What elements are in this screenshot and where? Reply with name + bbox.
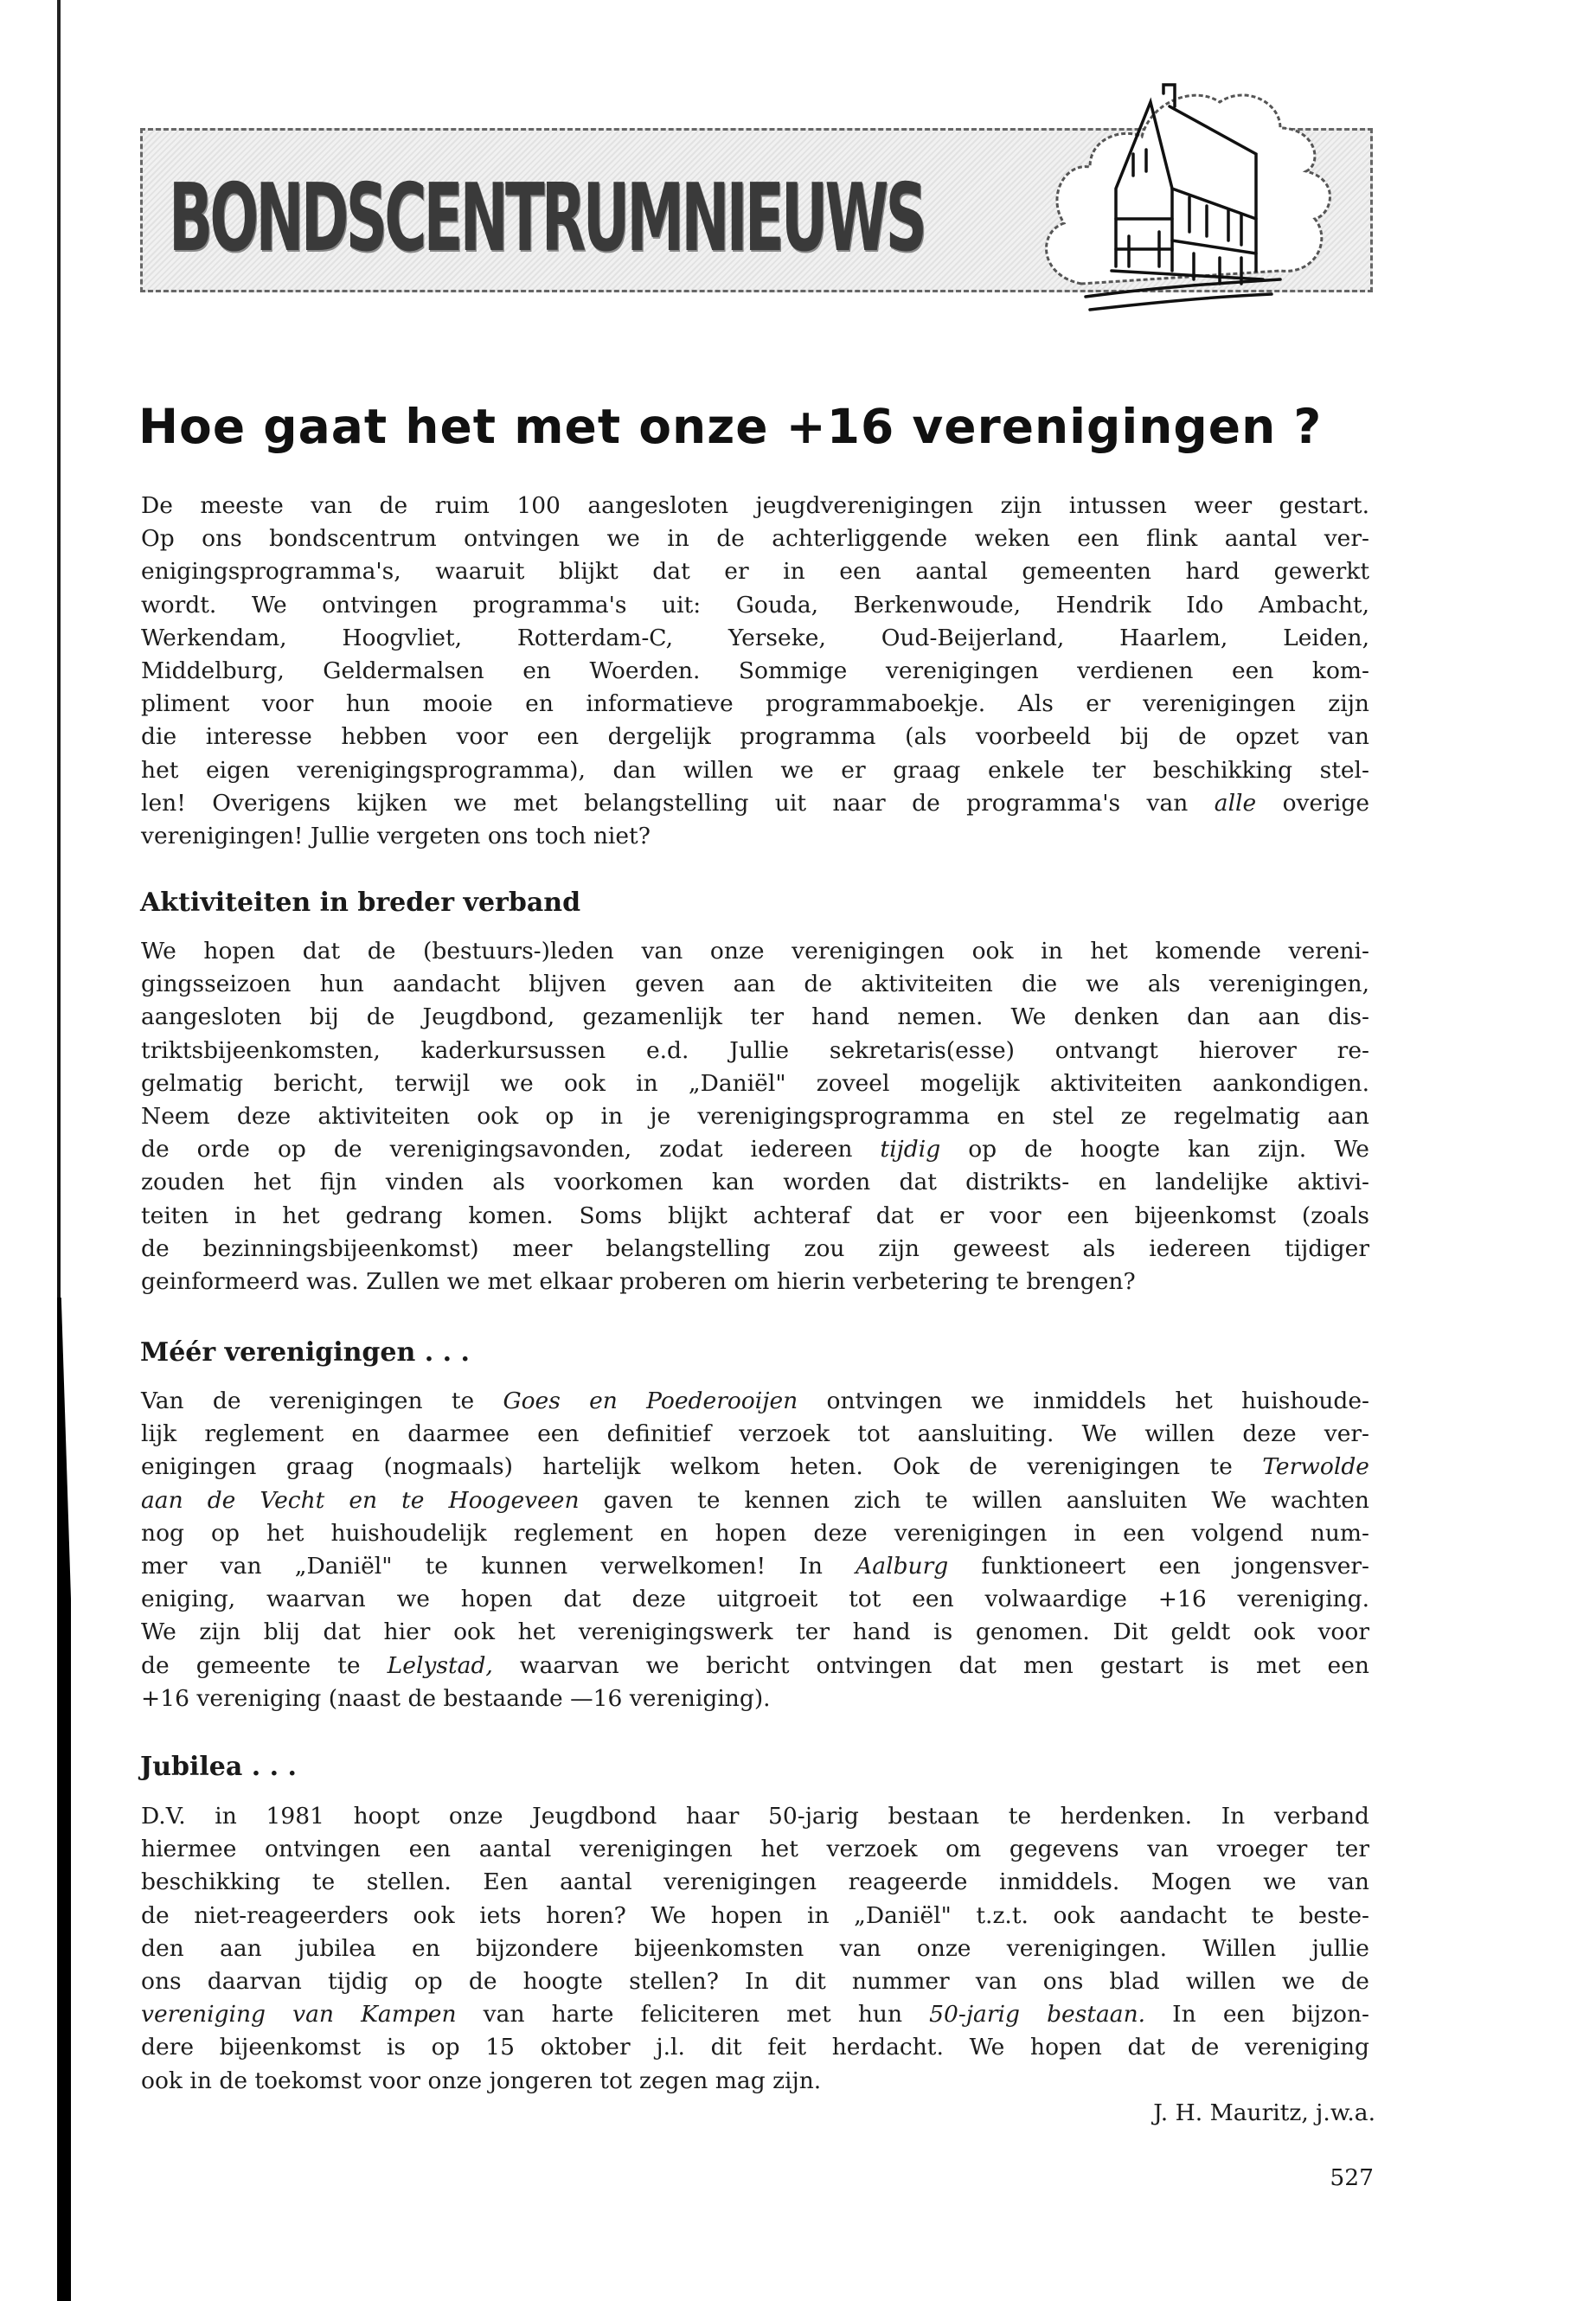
signature: J. H. Mauritz, j.w.a. (1153, 2099, 1375, 2126)
emphasis: tijdig (880, 1136, 941, 1163)
emphasis: Goes en Poederooijen (503, 1388, 798, 1414)
text-line: triktsbijeenkomsten, kaderkursussen e.d. Jullie sekretaris(esse) ontvangt hierover re- (141, 1036, 1369, 1064)
emphasis: 50-jarig bestaan. (929, 2001, 1146, 2029)
text-line: de gemeente te Lelystad, waarvan we bericht ontvingen dat men gestart is met een (141, 1651, 1369, 1679)
emphasis: Aalburg (856, 1553, 949, 1580)
text-line: We hopen dat de (bestuurs-)leden van onze verenigingen ook in het komende vereni- (141, 938, 1369, 965)
text-line: de orde op de verenigingsavonden, zodat iedereen tijdig op de hoogte kan zijn. We (141, 1136, 1369, 1163)
text-line: zouden het fijn vinden als voorkomen kan worden dat distrikts- en landelijke aktivi- (141, 1169, 1369, 1196)
text-line: aan de Vecht en te Hoogeveen gaven te kennen zich te willen aansluiten We wachten (141, 1486, 1369, 1514)
text-line: enigingsprogramma's, waaruit blijkt dat er in een aantal gemeenten hard gewerkt (141, 558, 1369, 586)
text-line: De meeste van de ruim 100 aangesloten jeugdverenigingen zijn intussen weer gestart. (141, 492, 1369, 519)
emphasis: Lelystad, (387, 1651, 493, 1679)
text-line: Middelburg, Geldermalsen en Woerden. Sommige verenigingen verdienen een kom- (141, 657, 1369, 684)
text-line: pliment voor hun mooie en informatieve programmaboekje. Als er verenigingen zijn (141, 690, 1369, 718)
emphasis: alle (1214, 789, 1257, 817)
text-line: ook in de toekomst voor onze jongeren tot zegen mag zijn. (141, 2067, 822, 2094)
margin-rule-thick (57, 1298, 71, 2301)
text-line: de bezinningsbijeenkomst) meer belangstelling zou zijn geweest als iedereen tijdiger (141, 1234, 1369, 1262)
section-heading: Méér verenigingen . . . (140, 1337, 470, 1368)
emphasis: aan de Vecht en te Hoogeveen (141, 1486, 580, 1514)
text-line: den aan jubilea en bijzondere bijeenkomsten van onze verenigingen. Willen jullie (141, 1934, 1369, 1962)
text-line: len! Overigens kijken we met belangstelling uit naar de programma's van alle overige (141, 789, 1369, 817)
emphasis: vereniging van Kampen (141, 2001, 457, 2029)
text-line: Werkendam, Hoogvliet, Rotterdam-C, Yerseke, Oud-Beijerland, Haarlem, Leiden, (141, 624, 1369, 651)
text-line: verenigingen! Jullie vergeten ons toch niet? (141, 823, 651, 849)
text-line: D.V. in 1981 hoopt onze Jeugdbond haar 50-jarig bestaan te herdenken. In verband (141, 1803, 1369, 1830)
house-illustration-icon (1021, 67, 1384, 362)
text-line: Op ons bondscentrum ontvingen we in de achterliggende weken een flink aantal ver- (141, 525, 1369, 553)
text-line: gingsseizoen hun aandacht blijven geven aan de aktiviteiten die we als verenigingen, (141, 971, 1369, 998)
text-line: lijk reglement en daarmee een definitief verzoek tot aansluiting. We willen deze ver- (141, 1420, 1369, 1448)
text-line: nog op het huishoudelijk reglement en hopen deze verenigingen in een volgend num- (141, 1519, 1369, 1547)
section-heading: Aktiviteiten in breder verband (140, 888, 581, 918)
text-line: +16 vereniging (naast de bestaande —16 vereniging). (141, 1684, 771, 1712)
text-line: beschikking te stellen. Een aantal verenigingen reageerde inmiddels. Mogen we van (141, 1868, 1369, 1896)
banner-title: BONDSCENTRUMNIEUWS (169, 164, 925, 272)
page-title: Hoe gaat het met onze +16 verenigingen ? (138, 399, 1323, 454)
text-line: eniging, waarvan we hopen dat deze uitgroeit tot een volwaardige +16 vereniging. (141, 1586, 1369, 1613)
text-line: Neem deze aktiviteiten ook op in je verenigingsprogramma en stel ze regelmatig aan (141, 1103, 1369, 1130)
text-line: enigingen graag (nogmaals) hartelijk welkom heten. Ook de verenigingen te Terwolde (141, 1453, 1369, 1481)
text-line: gelmatig bericht, terwijl we ook in „Daniël" zoveel mogelijk aktiviteiten aankondigen. (141, 1069, 1369, 1097)
text-line: ons daarvan tijdig op de hoogte stellen? In dit nummer van ons blad willen we de (141, 1968, 1369, 1995)
text-line: mer van „Daniël" te kunnen verwelkomen! In Aalburg funktioneert een jongensver- (141, 1553, 1370, 1580)
text-line: aangesloten bij de Jeugdbond, gezamenlijk ter hand nemen. We denken dan aan dis- (141, 1003, 1369, 1031)
emphasis: Terwolde (1262, 1453, 1369, 1481)
section-heading: Jubilea . . . (140, 1752, 297, 1782)
text-line: dere bijeenkomst is op 15 oktober j.l. dit feit herdacht. We hopen dat de vereniging (141, 2034, 1369, 2061)
page-number: 527 (1330, 2164, 1374, 2191)
text-line: het eigen verenigingsprogramma), dan willen we er graag enkele ter beschikking stel- (141, 756, 1369, 784)
text-line: hiermee ontvingen een aantal verenigingen het verzoek om gegevens van vroeger ter (141, 1836, 1369, 1863)
text-line: Van de verenigingen te Goes en Poederooijen ontvingen we inmiddels het huishoude- (141, 1388, 1370, 1414)
text-line: geinformeerd was. Zullen we met elkaar proberen om hierin verbetering te brengen? (141, 1268, 1136, 1295)
text-line: wordt. We ontvingen programma's uit: Gouda, Berkenwoude, Hendrik Ido Ambacht, (141, 591, 1369, 619)
text-line: de niet-reageerders ook iets horen? We hopen in „Daniël" t.z.t. ook aandacht te beste- (141, 1901, 1369, 1929)
text-line: teiten in het gedrang komen. Soms blijkt achteraf dat er voor een bijeenkomst (zoals (141, 1202, 1369, 1229)
text-line: vereniging van Kampen van harte feliciteren met hun 50-jarig bestaan. In een bijzon- (141, 2001, 1369, 2029)
text-line: die interesse hebben voor een dergelijk programma (als voorbeeld bij de opzet van (141, 723, 1369, 751)
text-line: We zijn blij dat hier ook het verenigingswerk ter hand is genomen. Dit geldt ook voor (141, 1618, 1369, 1646)
